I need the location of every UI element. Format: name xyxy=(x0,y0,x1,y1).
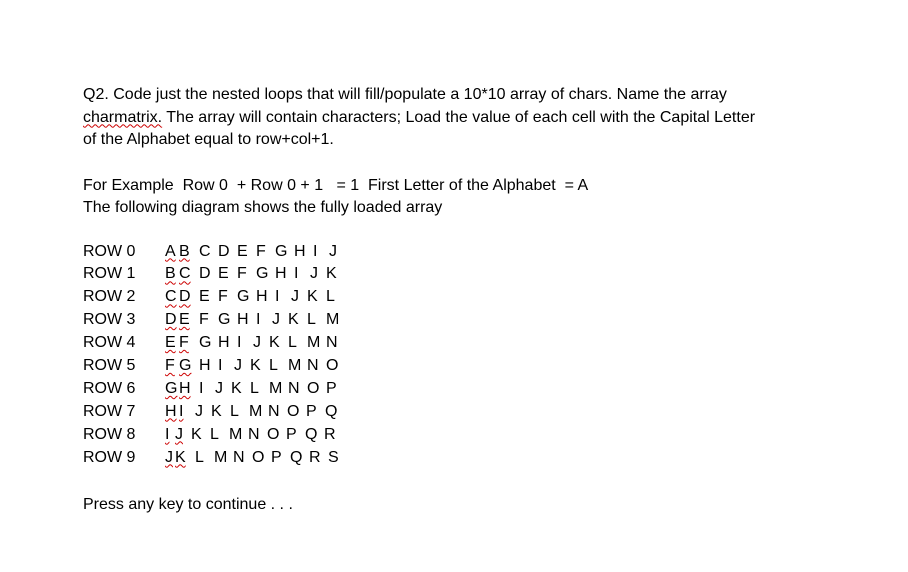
array-cell: K xyxy=(250,356,261,374)
array-cell: P xyxy=(326,379,337,397)
array-cell: H xyxy=(275,265,287,283)
array-cell: F xyxy=(165,356,175,374)
array-cell: K xyxy=(211,402,222,420)
array-cell: O xyxy=(252,448,265,466)
array-cell: E xyxy=(237,242,248,260)
array-row xyxy=(83,378,883,401)
array-cell: N xyxy=(307,356,319,374)
array-cell: D xyxy=(218,242,230,260)
misspelled-letter-pair xyxy=(165,332,193,355)
array-cell: O xyxy=(287,402,300,420)
array-cell: J xyxy=(253,334,261,352)
array-cell: R xyxy=(324,425,336,443)
array-cell: J xyxy=(329,242,337,260)
row-label: ROW 6 xyxy=(83,379,136,397)
misspelled-letter-pair xyxy=(165,424,185,447)
array-cell: P xyxy=(271,448,282,466)
array-cell: J xyxy=(175,425,183,443)
continue-prompt: Press any key to continue . . . xyxy=(83,496,293,514)
array-cell: K xyxy=(269,334,280,352)
example-line-1: For Example Row 0 + Row 0 + 1 = 1 First Letter of the Alphabet = A xyxy=(83,176,589,194)
array-cell: I xyxy=(237,334,242,352)
array-cell: P xyxy=(286,425,297,443)
array-row xyxy=(83,424,883,447)
row-label: ROW 7 xyxy=(83,402,136,420)
array-cell: N xyxy=(233,448,245,466)
array-cell: L xyxy=(230,402,239,420)
array-cell: B xyxy=(165,265,176,283)
array-cell: H xyxy=(218,334,230,352)
array-cell: M xyxy=(326,311,340,329)
array-cell: J xyxy=(215,379,223,397)
row-letters xyxy=(165,401,344,424)
array-cell: G xyxy=(165,379,178,397)
array-cell: F xyxy=(237,265,247,283)
array-row xyxy=(83,447,883,470)
array-cell: I xyxy=(256,311,261,329)
array-cell: D xyxy=(199,265,211,283)
array-cell: O xyxy=(267,425,280,443)
row-letters xyxy=(165,309,345,332)
array-cell: P xyxy=(306,402,317,420)
array-cell: E xyxy=(165,334,176,352)
misspelled-letter-pair xyxy=(165,378,193,401)
array-cell: F xyxy=(218,288,228,306)
array-cell: O xyxy=(326,356,339,374)
array-name-misspelled: charmatrix. xyxy=(83,108,163,126)
array-cell: L xyxy=(307,311,316,329)
array-cell: J xyxy=(234,356,242,374)
array-cell: A xyxy=(165,242,176,260)
array-cell: E xyxy=(199,288,210,306)
array-cell: E xyxy=(218,265,229,283)
question-line-3: of the Alphabet equal to row+col+1. xyxy=(83,131,334,148)
document-body xyxy=(83,84,883,517)
row-letters xyxy=(165,263,345,286)
array-cell: M xyxy=(229,425,243,443)
array-diagram xyxy=(83,241,883,470)
array-cell: J xyxy=(195,402,203,420)
array-row xyxy=(83,286,883,309)
array-cell: K xyxy=(191,425,202,443)
array-row xyxy=(83,401,883,424)
row-label: ROW 0 xyxy=(83,242,136,260)
row-label: ROW 5 xyxy=(83,356,136,374)
question-line-2-rest: The array will contain characters; Load the value of each cell with the Capital Letter xyxy=(162,108,756,126)
array-cell: H xyxy=(165,402,177,420)
array-cell: I xyxy=(199,379,204,397)
array-cell: J xyxy=(272,311,280,329)
array-cell: K xyxy=(326,265,337,283)
array-cell: M xyxy=(307,334,321,352)
array-cell: D xyxy=(179,288,191,306)
array-row xyxy=(83,355,883,378)
row-letters xyxy=(165,332,345,355)
question-line-2 xyxy=(83,107,883,130)
array-cell: K xyxy=(175,448,186,466)
misspelled-letter-pair xyxy=(165,355,193,378)
array-cell: G xyxy=(256,265,269,283)
array-cell: M xyxy=(249,402,263,420)
array-cell: M xyxy=(288,356,302,374)
array-cell: F xyxy=(199,311,209,329)
array-cell: Q xyxy=(290,448,303,466)
array-cell: Q xyxy=(325,402,338,420)
row-label: ROW 8 xyxy=(83,425,136,443)
array-row xyxy=(83,332,883,355)
array-cell: M xyxy=(214,448,228,466)
array-cell: H xyxy=(237,311,249,329)
array-cell: H xyxy=(179,379,191,397)
array-row xyxy=(83,263,883,286)
example-line-2: The following diagram shows the fully loaded array xyxy=(83,199,443,216)
array-cell: N xyxy=(288,379,300,397)
row-letters xyxy=(165,241,345,264)
array-cell: L xyxy=(288,334,297,352)
array-cell: K xyxy=(307,288,318,306)
array-cell: G xyxy=(237,288,250,306)
array-cell: G xyxy=(218,311,231,329)
array-cell: I xyxy=(165,425,170,443)
array-cell: M xyxy=(269,379,283,397)
row-letters xyxy=(165,424,343,447)
array-cell: E xyxy=(179,311,190,329)
row-letters xyxy=(165,286,345,309)
array-cell: L xyxy=(250,379,259,397)
misspelled-letter-pair xyxy=(165,263,193,286)
array-cell: C xyxy=(165,288,177,306)
array-cell: L xyxy=(210,425,219,443)
array-cell: O xyxy=(307,379,320,397)
array-cell: I xyxy=(275,288,280,306)
row-letters xyxy=(165,378,345,401)
array-cell: H xyxy=(256,288,268,306)
array-cell: F xyxy=(256,242,266,260)
row-letters xyxy=(165,355,345,378)
misspelled-letter-pair xyxy=(165,447,189,470)
array-cell: L xyxy=(269,356,278,374)
array-row xyxy=(83,309,883,332)
array-cell: I xyxy=(313,242,318,260)
array-cell: G xyxy=(179,356,192,374)
array-cell: S xyxy=(328,448,339,466)
array-cell: H xyxy=(294,242,306,260)
array-cell: K xyxy=(288,311,299,329)
misspelled-letter-pair xyxy=(165,401,189,424)
array-cell: I xyxy=(179,402,184,420)
array-cell: I xyxy=(218,356,223,374)
misspelled-letter-pair xyxy=(165,286,193,309)
array-cell: N xyxy=(268,402,280,420)
array-cell: K xyxy=(231,379,242,397)
array-cell: F xyxy=(179,334,189,352)
array-cell: C xyxy=(199,242,211,260)
array-cell: N xyxy=(326,334,338,352)
array-cell: L xyxy=(326,288,335,306)
array-cell: G xyxy=(199,334,212,352)
row-label: ROW 3 xyxy=(83,311,136,329)
row-label: ROW 9 xyxy=(83,448,136,466)
array-cell: C xyxy=(179,265,191,283)
row-label: ROW 4 xyxy=(83,334,136,352)
array-cell: D xyxy=(165,311,177,329)
array-cell: L xyxy=(195,448,204,466)
misspelled-letter-pair xyxy=(165,309,193,332)
array-cell: J xyxy=(310,265,318,283)
array-cell: N xyxy=(248,425,260,443)
array-cell: B xyxy=(179,242,190,260)
array-row xyxy=(83,241,883,264)
array-cell: R xyxy=(309,448,321,466)
row-label: ROW 1 xyxy=(83,265,136,283)
array-cell: H xyxy=(199,356,211,374)
row-letters xyxy=(165,447,347,470)
question-line-1: Q2. Code just the nested loops that will fill/populate a 10*10 array of chars. Name the array xyxy=(83,86,727,103)
array-cell: J xyxy=(291,288,299,306)
row-label: ROW 2 xyxy=(83,288,136,306)
array-cell: I xyxy=(294,265,299,283)
array-cell: G xyxy=(275,242,288,260)
misspelled-letter-pair xyxy=(165,241,193,264)
array-cell: Q xyxy=(305,425,318,443)
array-cell: J xyxy=(165,448,173,466)
